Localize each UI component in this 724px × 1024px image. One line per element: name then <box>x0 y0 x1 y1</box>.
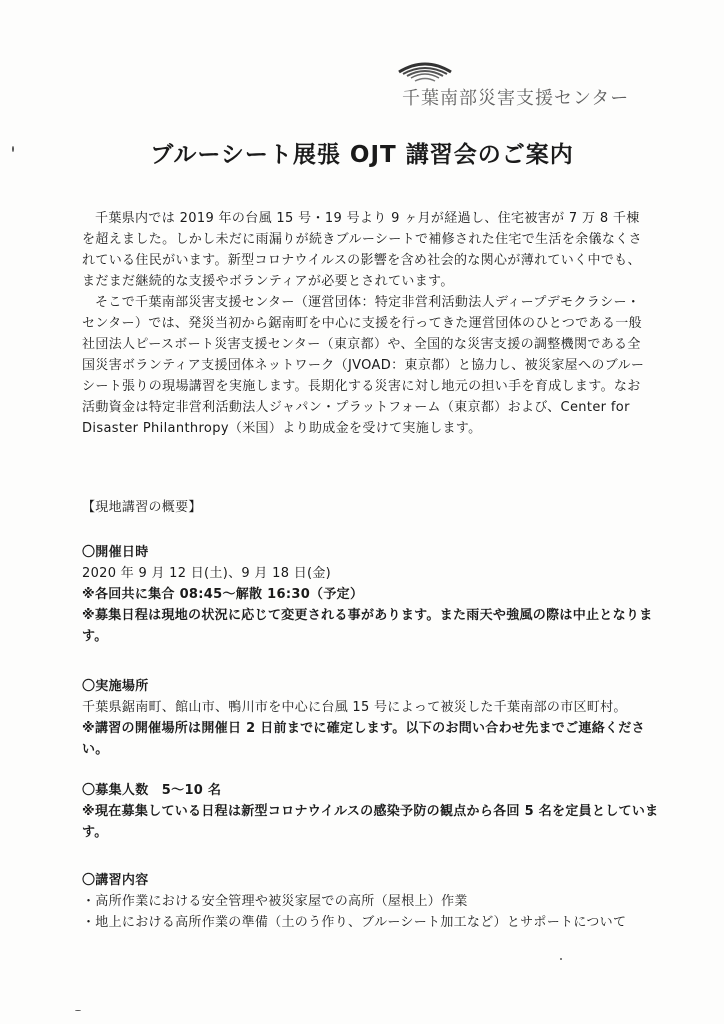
content-section <box>82 870 662 933</box>
recruit-section <box>82 780 662 843</box>
overview-section <box>82 497 662 518</box>
venue-section <box>82 676 662 760</box>
venue-area: 千葉県鋸南町、館山市、鴨川市を中心に台風 15 号によって被災した千葉南部の市区町村。 <box>82 700 627 715</box>
intro-paragraph: そこで千葉南部災害支援センター（運営団体：特定非営利活動法人ディープデモクラシー・センター）では、発災当初から鋸南町を中心に支援を行ってきた運営団体のひとつである一般社団法人ピースボート災害支援センター（東京都）や、全国的な災害支援の調整機関である全国災害ボランティア支援団体ネットワーク（JVOAD：東京都）と協力し、被災家屋へのブルーシート張りの現場講習を実施します。長期化する災害に対し地元の担い手を育成します。なお活動資金は特定非営利活動法人ジャパン・プラットフォーム（東京都）および、Center for Disaster Philanthropy（米国）より助成金を受けて実施します。 <box>82 295 645 436</box>
content-item: ・高所作業における安全管理や被災家屋での高所（屋根上）作業 <box>82 894 468 909</box>
organization-logo-icon <box>395 58 455 86</box>
scan-speck <box>12 146 14 152</box>
content-heading: 〇講習内容 <box>82 873 149 888</box>
overview-heading: 【現地講習の概要】 <box>82 500 202 515</box>
recruit-heading: 〇募集人数 5～10 名 <box>82 783 222 798</box>
venue-heading: 〇実施場所 <box>82 679 149 694</box>
intro-paragraph: 千葉県内では 2019 年の台風 15 号・19 号より 9 ヶ月が経過し、住宅被害が 7 万 8 千棟を超えました。しかし未だに雨漏りが続きブルーシートで補修された住宅で生活を余儀なくされている住民がいます。新型コロナウイルスの影響を含め社会的な関心が薄れていく中でも、まだまだ継続的な支援やボランティアが必要とされています。 <box>82 211 642 289</box>
content-item: ・地上における高所作業の準備（土のう作り、ブルーシート加工など）とサポートについて <box>82 915 627 930</box>
schedule-section <box>82 542 662 647</box>
page-title: ブルーシート展張 OJT 講習会のご案内 <box>150 142 574 168</box>
intro-text <box>82 208 650 439</box>
venue-note: ※講習の開催場所は開催日 2 日前までに確定します。以下のお問い合わせ先までご連絡ください。 <box>82 721 645 757</box>
organization-name: 千葉南部災害支援センター <box>402 88 630 109</box>
schedule-heading: 〇開催日時 <box>82 545 149 560</box>
recruit-note: ※現在募集している日程は新型コロナウイルスの感染予防の観点から各回 5 名を定員としています。 <box>82 804 659 840</box>
schedule-time-note: ※各回共に集合 08:45～解散 16:30（予定） <box>82 587 364 602</box>
scan-speck <box>75 1010 81 1011</box>
schedule-dates: 2020 年 9 月 12 日(土)、9 月 18 日(金) <box>82 566 332 581</box>
scan-speck <box>560 958 562 960</box>
schedule-change-note: ※募集日程は現地の状況に応じて変更される事があります。また雨天や強風の際は中止となります。 <box>82 608 653 644</box>
